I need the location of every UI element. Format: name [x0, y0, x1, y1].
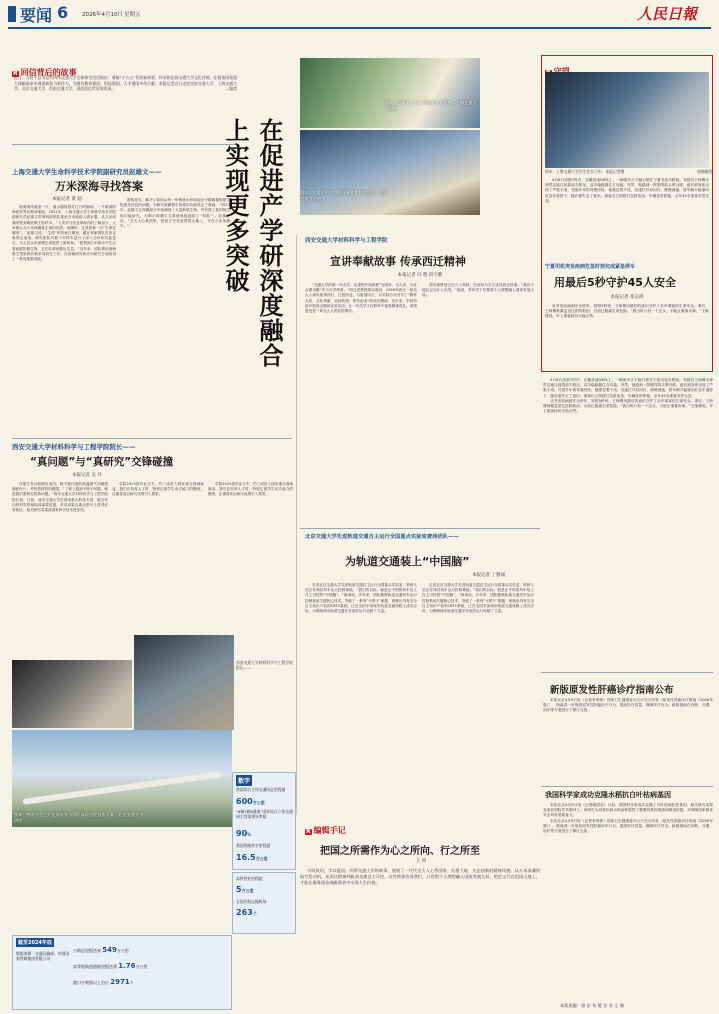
stat2-2-value: 2971	[110, 978, 130, 986]
editor-note-label	[305, 818, 537, 835]
stat2-0	[73, 948, 223, 954]
article1-text2: 提取技术，解决了如何从每一份海底水样和泥沙中精确提取微生物遗传信息的问题，为研究深渊微生物基因功能奠定了基础。“2023年，赵雄文在深渊泥沙中检测到了大量新微生物，并开展了基因组学和功能研究，为揭示深渊生态系统奥秘提供了“钥匙””。赵雄文说，“交大人心系国家，把论文写在祖国的大地上，写在万米深渊中。”	[120, 198, 230, 229]
article6-text-b: 本报北京4月9日电（记者李珍珍）国家卫生健康委办公厅近日印发《原发性肝癌诊疗指南（2026年版）》，指南进一步规范原发性肝癌诊疗行为，提高医疗质量，保障医疗安全。新版指南在诊断、分期、治疗等方面进行了修订完善。	[543, 818, 713, 834]
column-separator	[296, 235, 297, 815]
section-label-huixin	[12, 60, 237, 77]
photo-researcher	[134, 635, 234, 730]
issue-date: 2026年4月10日	[82, 12, 123, 18]
right-box-byline: 本报记者 张志鸿	[610, 295, 644, 300]
article4-col2	[422, 583, 534, 815]
stat2-1-label: 高等级航道通航里程达到	[73, 964, 117, 969]
article6-body	[543, 803, 713, 1001]
article3-col1	[305, 283, 417, 528]
section-title: 要闻	[20, 6, 53, 25]
photo-driver	[545, 72, 709, 168]
stat-0-value: 600	[236, 797, 253, 806]
right-box-text: 4月6日清晨7时许，京藏高速G6线上，一辆客车正平稳行驶在宁夏吴忠市路段。驾驶员王师傅全神贯注地注视着前方路况，双手稳稳握住方向盘。突然，他感到一阵剧烈的头晕目眩，意识到身体出现了严重不适。凭借多年的驾驶经验，他强忍着不适，迅速打开双闪灯，缓缓减速，将车辆平稳靠向应急车道停下，随后便失去了意识。乘客们立即拨打急救电话，车辆及时停稳，全车45名乘客安然无恙。	[545, 178, 709, 203]
stat-1-unit: %	[247, 832, 252, 837]
article2-kicker: 西安交通大学材料科学与工程学院院长——	[12, 443, 136, 451]
article7-title: 把国之所需作为心之所向、行之所至	[320, 846, 480, 857]
stat-4-label: 全国民航运输机场	[236, 899, 267, 904]
huixin-intro	[14, 75, 237, 140]
numbers-table	[12, 935, 232, 1010]
stat2-2	[73, 980, 223, 986]
r-badge: R	[13, 70, 18, 77]
article5-title: 新版原发性肝癌诊疗指南公布	[550, 685, 674, 696]
numbers-box-left	[232, 772, 296, 870]
photo1-caption: 图①：赵雄文（右）和同事在实验室。上海交通大学供图	[385, 100, 477, 111]
article1-body-col2	[120, 198, 230, 410]
right-box-text2: 从突发疾病到安全停车，短短5秒钟，王师傅用最后的意识守护了全车乘客的生命安全。事后，王师傅被紧急送往医院救治，目前已脱离生命危险。“我当时只有一个念头，不能让乘客出事。”王师傅说。车上乘客纷纷为他点赞。	[545, 304, 709, 319]
photo-lab-top	[300, 58, 480, 128]
right-box-body	[545, 178, 709, 260]
page-number: 6	[57, 3, 69, 22]
stat-1	[236, 829, 251, 838]
right-box-label	[545, 59, 605, 70]
rule	[12, 144, 237, 145]
right-column-text2: 从突发疾病到安全停车，短短5秒钟，王师傅用最后的意识守护了全车乘客的生命安全。事后，王师傅被紧急送往医院救治，目前已脱离生命危险。“我当时只有一个念头，不能让乘客出事。”王师傅说。车上乘客纷纷为他点赞。	[543, 398, 713, 414]
article1-byline: 本报记者 黄 超	[52, 197, 82, 202]
right-box-body2	[545, 304, 709, 370]
article2-col1	[12, 482, 108, 627]
photo3-caption: 西安交通大学材料科学与工程学院院长——	[236, 660, 293, 671]
article2-text2: 学院2025届毕业生中，约三成进入国家重点领域就业。我们在培养人才时，特别注重学生动手能力的锻炼，注重将前沿研究成果引入课堂。	[112, 482, 204, 497]
rule	[541, 672, 713, 673]
article6-text: 本报北京4月9日电（记者喻思娈）日前，我国科学家成功克隆了白叶枯病抗性基因，相关研究成果发表在国际学术期刊上。该研究为培育抗病水稻品种提供了重要的基因资源和理论依据，对保障国家粮食安全具有重要意义。	[543, 803, 713, 818]
stat-2-value: 16.5	[236, 853, 256, 862]
article4-title: 为轨道交通装上“中国脑”	[345, 555, 470, 568]
header-color-bar	[8, 6, 16, 22]
article6-title: 我国科学家成功克隆水稻抗白叶枯病基因	[545, 791, 671, 799]
right-photo-credit: 视频截图	[696, 169, 712, 174]
stat-2	[236, 853, 268, 862]
article1-kicker: 上海交通大学生命科学技术学院副研究员赵雄文——	[12, 168, 162, 176]
stat2-2-label: 港口万吨级以上泊位	[73, 980, 109, 985]
article1-text: 航海乘风破浪一片，潜水器探照灯打开的瞬间，一片微弱的海底世界在眼前铺展。2021年，上海交通大学生命科学技术学院副研究员赵雄文带领科研团队乘坐万米级载人潜水器，从万米深渊采集到海底微生物样本。“人类对马里亚纳海沟的了解甚少，大家都认为万米深渊是生命的荒漠。深渊所，这是我第一次“生命在哪里”。”赵雄文说，“生命”的答案在哪里，藏在科研团队攻坚克难的足迹里。研究团队对数十份样本进行了深入分析和功能鉴定，为人们认识深渊生命提供了新视角。“我看到万米海水中生活着顽强的微生物，它们在那里繁衍生息。”近年来，团队利用深海微生物资源开展多项研究工作，在基础研究和应用研究方面取得了一系列重要进展。	[12, 205, 116, 262]
stat-3	[236, 885, 254, 894]
stat2-2-unit: 个	[129, 980, 134, 985]
article4-col1	[305, 583, 417, 815]
photo2-caption: 图②：左雷（中）组织开展学生科技活动。西安交通大学供图	[300, 190, 388, 201]
article3-byline: 本报记者 冯 程 段宇静	[397, 273, 443, 278]
stat-0-label: 我国综合立体交通网总里程超	[236, 787, 286, 792]
article5-body	[543, 698, 713, 784]
article3-text2: 胡奈赛教授已经九十高龄，仍坚持为学生讲述西迁故事。“我们不能忘记为什么出发。”她说，青年学子们要将个人理想融入国家发展大局。	[422, 283, 534, 298]
right-box-title: 用最后5秒守护45人安全	[554, 276, 676, 289]
masthead-logo: 人民日報	[637, 5, 698, 23]
r-badge: R	[306, 828, 311, 835]
stat-2-unit: 万公里	[255, 856, 268, 861]
right-box-subhead: 宁夏司机突发疾病危急时刻完成紧急停车	[545, 264, 636, 270]
stat-4-unit: 个	[252, 911, 257, 916]
article2-col2	[112, 482, 204, 627]
right-column-continued	[543, 378, 713, 668]
stat2-0-label: 公路总里程达到	[73, 948, 101, 953]
article2-text: 在航空发动机燃烧室内，数千摄氏度的高温燃气冲刷着涡轮叶片，考验着材料的极限。“工程上遇到卡脖子问题，就是我们要研究的真问题。”西安交通大学材料科学与工程学院院长说。日前，西安交通大学在国家重大科技专项、航空发动机材料领域取得重要进展，多项成果在重点型号上获得应用验证，相关研究成果获国家科学技术进步奖。	[12, 482, 108, 513]
rule	[300, 528, 540, 529]
stat-0-unit: 万公里	[252, 800, 265, 805]
stat2-0-value: 549	[102, 946, 117, 954]
center-vertical-title: 在促进产学研深度融合上实现更多突破	[221, 118, 284, 368]
train-shape	[23, 771, 222, 805]
stat-1-value: 90	[236, 829, 248, 838]
numbers-box-left2	[232, 872, 296, 934]
article2-text3: 学院2025届毕业生中，约三成进入国家重点领域就业。我们在培养人才时，特别注重学生动手能力的锻炼，注重将前沿研究成果引入课堂。	[208, 482, 293, 497]
article7-byline: 王 珂	[415, 859, 427, 864]
article3-kicker: 西安交通大学材料科学与工程学院	[305, 238, 388, 244]
stat2-1-value: 1.76	[118, 962, 136, 970]
article7-label: 编辑手记	[313, 826, 346, 835]
huixin-title: 回信背后的故事	[20, 68, 77, 77]
huixin-editor: —编者	[225, 86, 237, 92]
article4-text: 走进北京交通大学先进轨道交通自主运行全国重点实验室，科研人员正在调试列车运行控制系统。“我们的目标，就是让中国的列车装上自主可控的“中国脑”。”唐涛说。多年来，团队聚焦轨道交通列车运行控制系统关键核心技术，突破了一系列“卡脖子”难题，研制出具有完全自主知识产权的CBTC系统，已在全国多条城市轨道交通线路上成功应用，为保障城市轨道交通安全高效运行贡献了力量。	[305, 583, 417, 614]
header-rule	[8, 27, 711, 29]
stat2-1-unit: 万公里	[135, 964, 148, 969]
right-feature-box	[541, 55, 713, 372]
stat-3-value: 5	[236, 885, 242, 894]
page-footer: 本版责编：唐 岩 刘 冕 谷 业 王 瑾	[560, 1003, 624, 1008]
rule	[541, 786, 713, 787]
huixin-intro-text: 近日，习近平总书记给四所交通大学全体师生回信指出：着眼“十五五”发展新需要，传承和弘扬交通大学文化传统，在服务国家重大战略需求中展现新担当新作为，为建设教育强国、科技强国、人才强国多作贡献。本报记者近日走进西安交通大学、上海交通大学、北京交通大学、西南交通大学，讲述回信背后的故事。	[14, 75, 237, 92]
photo-lab-men	[12, 660, 132, 728]
article2-title: “真问题”与“真研究”交锋碰撞	[30, 456, 174, 468]
numbers-label2: 截至2024年底	[18, 940, 52, 946]
article4-text2: 走进北京交通大学先进轨道交通自主运行全国重点实验室，科研人员正在调试列车运行控制系统。“我们的目标，就是让中国的列车装上自主可控的“中国脑”。”唐涛说。多年来，团队聚焦轨道交通列车运行控制系统关键核心技术，突破了一系列“卡脖子”难题，研制出具有完全自主知识产权的CBTC系统，已在全国多条城市轨道交通线路上成功应用，为保障城市轨道交通安全高效运行贡献了力量。	[422, 583, 534, 614]
photo4-caption: 图④：唐涛（右三）在实验室与团队成员讨论技术方案。北京交通大学供图	[14, 812, 144, 823]
article2-col3	[208, 482, 293, 627]
article3-title: 宣讲奉献故事 传承西迁精神	[330, 255, 466, 268]
page-header	[0, 0, 719, 30]
article3-text: “交通大学的第一所大学，从建校开始就把“为国家、为人民、为社会做贡献”作为办学使命。”西迁老教授胡奈赛说，1956年西迁一批交大人肩负使命西行，扎根西北，与祖国同行，以实际行动书写了“胸怀大局、无私奉献、弘扬传统、艰苦创业”的西迁精神。近年来，学校持续开展西迁精神宣讲活动，让一代代学子在聆听中接受精神洗礼，深刻感受老一辈交大人的家国情怀。	[305, 283, 417, 314]
stat-1-label: “6轴7廊8通道”国家综合立体交通网主骨架建成率超	[236, 809, 293, 819]
article7-text: 学而致用，学以报国。四所交通大学的故事，展现了一代代交大人心系国家、扎根大地、矢志创新的精神风貌。从万米深渊到航空发动机，从西迁精神到轨道交通自主可控，这些故事告诉我们，只有把个人理想融入国家发展大局，把论文写在祖国大地上，才能在服务国家战略需求中实现人生价值。	[300, 868, 540, 885]
rule	[12, 438, 292, 439]
stat-3-label: 高铁营业里程超	[236, 876, 263, 881]
stat2-1	[73, 964, 223, 970]
stat2-0-unit: 万公里	[116, 948, 129, 953]
numbers-note: 数据来源：交通运输部、中国国家铁路集团有限公司	[16, 951, 70, 962]
article4-kicker: 北京交通大学先进轨道交通自主运行全国重点实验室唐涛团队——	[305, 534, 459, 540]
article5-text: 本报北京4月9日电（记者李珍珍）国家卫生健康委办公厅近日印发《原发性肝癌诊疗指南（2026年版）》，指南进一步规范原发性肝癌诊疗行为，提高医疗质量，保障医疗安全。新版指南在诊断、分期、治疗等方面进行了修订完善。	[543, 698, 713, 713]
right-photo-cap: 图③：上海交通大学学生在实习中。本报记者摄	[545, 169, 625, 174]
article4-byline: 本报记者 丁雅诵	[472, 573, 505, 578]
stat-4-value: 263	[236, 908, 253, 917]
stat-0	[236, 797, 265, 806]
right-column-text: 4月6日清晨7时许，京藏高速G6线上，一辆客车正平稳行驶在宁夏吴忠市路段。驾驶员王师傅全神贯注地注视着前方路况，双手稳稳握住方向盘。突然，他感到一阵剧烈的头晕目眩，意识到身体出现了严重不适。凭借多年的驾驶经验，他强忍着不适，迅速打开双闪灯，缓缓减速，将车辆平稳靠向应急车道停下，随后便失去了意识。乘客们立即拨打急救电话，车辆及时停稳，全车45名乘客安然无恙。	[543, 378, 713, 398]
article3-col2	[422, 283, 534, 528]
stat-2-label: 我国铁路营业里程超	[236, 843, 271, 848]
article7-body	[300, 868, 540, 1008]
stat-3-unit: 万公里	[241, 888, 254, 893]
article1-body-col1	[12, 205, 116, 440]
stat-4	[236, 908, 257, 917]
article1-title: 万米深海寻找答案	[55, 180, 143, 193]
photo-students	[300, 130, 480, 215]
numbers-label: 数字	[236, 775, 252, 786]
issue-weekday: 星期五	[124, 12, 141, 18]
article2-byline: 本报记者 吴 丹	[72, 473, 102, 478]
